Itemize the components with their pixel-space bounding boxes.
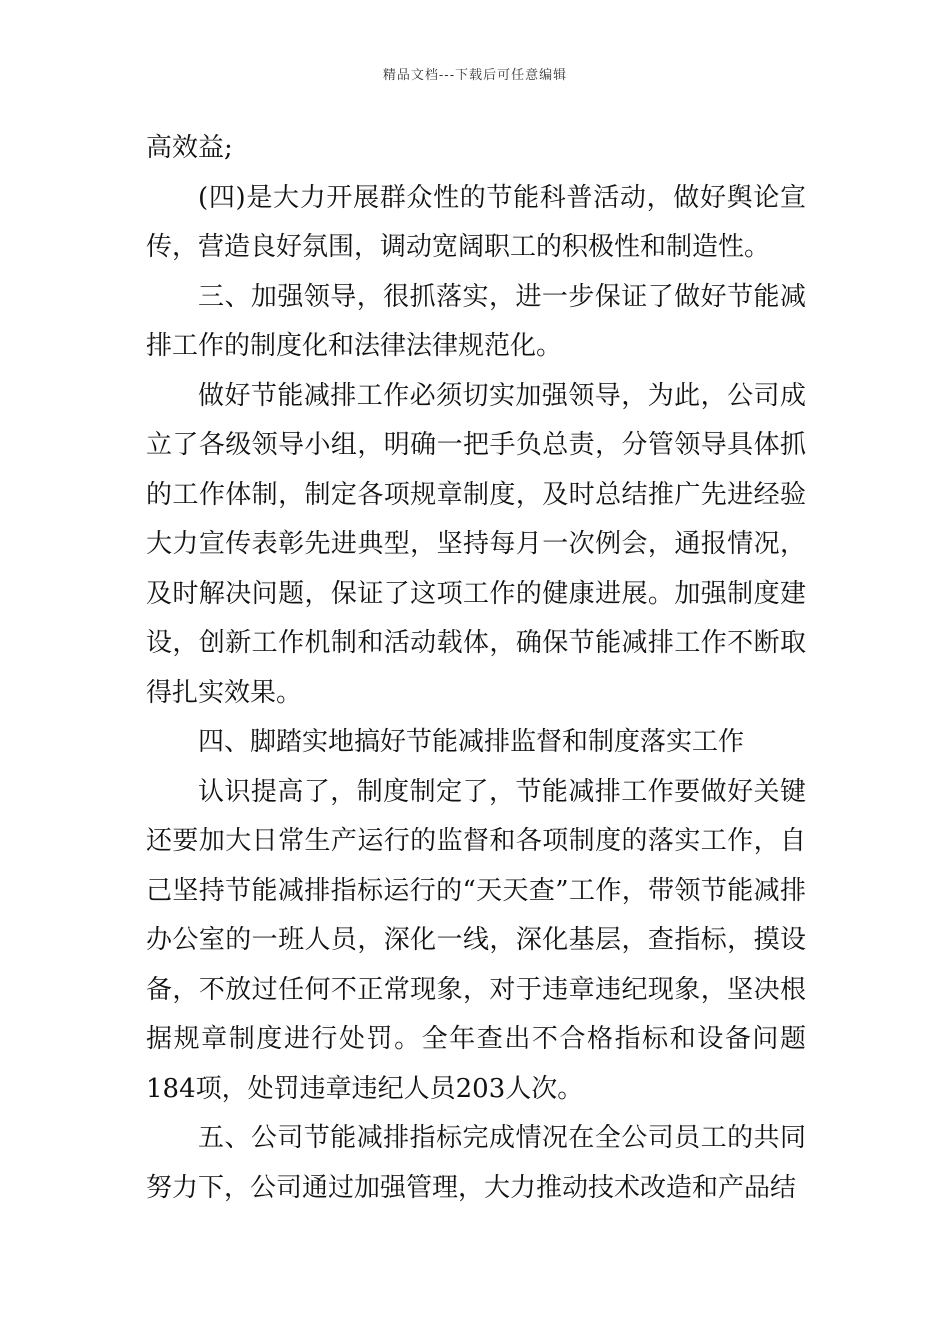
paragraph-1: 高效益; bbox=[146, 133, 233, 163]
paragraph-4: 做好节能减排工作必须切实加强领导，为此，公司成立了各级领导小组，明确一把手负总责，分管领导具体抓的工作体制，制定各项规章制度，及时总结推广先进经验大力宣传表彰先进典型，坚持每月一次例会，通报情况，及时解决问题，保证了这项工作的健康进展。加强制度建设，创新工作机制和活动载体，确保节能减排工作不断取得扎实效果。 bbox=[146, 380, 806, 708]
paragraph-2: (四)是大力开展群众性的节能科普活动，做好舆论宣传，营造良好氛围，调动宽阔职工的积极性和制造性。 bbox=[146, 182, 806, 262]
document-body bbox=[146, 124, 806, 1213]
paragraph-7: 五、公司节能减排指标完成情况在全公司员工的共同努力下，公司通过加强管理，大力推动技术改造和产品结 bbox=[146, 1123, 806, 1203]
page-header: 精品文档---下载后可任意编辑 bbox=[382, 68, 568, 83]
paragraph-5-heading: 四、脚踏实地搞好节能减排监督和制度落实工作 bbox=[198, 727, 745, 757]
paragraph-3-heading: 三、加强领导，很抓落实，进一步保证了做好节能减排工作的制度化和法律法律规范化。 bbox=[146, 281, 806, 361]
paragraph-6: 认识提高了，制度制定了，节能减排工作要做好关键还要加大日常生产运行的监督和各项制度的落实工作，自己坚持节能减排指标运行的“天天查”工作，带领节能减排办公室的一班人员，深化一线，深化基层，查指标，摸设备，不放过任何不正常现象，对于违章违纪现象，坚决根据规章制度进行处罚。全年查出不合格指标和设备问题184项，处罚违章违纪人员203人次。 bbox=[146, 776, 806, 1104]
